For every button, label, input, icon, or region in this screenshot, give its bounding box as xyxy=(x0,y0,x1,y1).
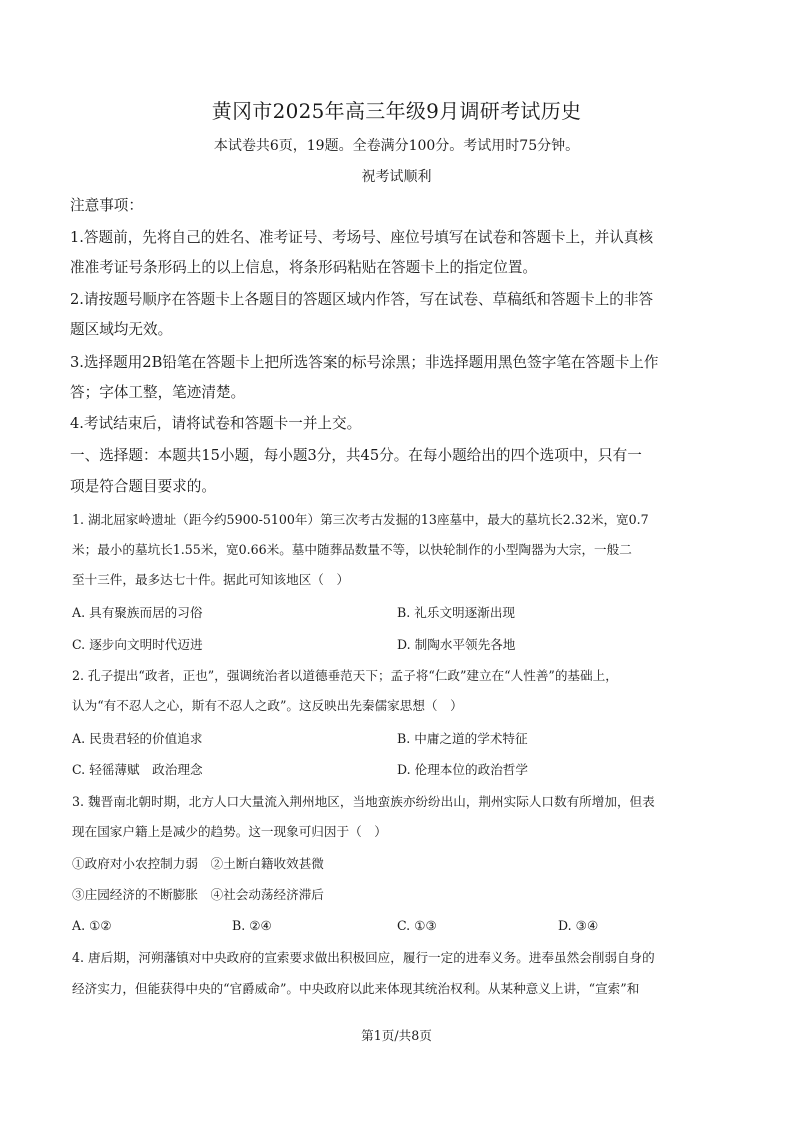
exam-info: 本试卷共6页，19题。全卷满分100分。考试用时75分钟。 xyxy=(213,138,580,154)
question-text: 3. 魏晋南北朝时期，北方人口大量流入荆州地区，当地蛮族亦纷纷出山，荆州实际人口数有所增加，但表 xyxy=(72,794,655,809)
option-a: A. 具有聚族而居的习俗 xyxy=(72,605,203,620)
option-b: B. 礼乐文明逐渐出现 xyxy=(397,605,516,620)
option-b: B. ②④ xyxy=(232,918,272,933)
question-text: 至十三件，最多达七十件。据此可知该地区（ ） xyxy=(72,572,350,587)
option-a: A. 民贵君轻的价值追求 xyxy=(72,731,203,746)
option-d: D. 伦理本位的政治哲学 xyxy=(397,762,528,777)
section-heading-cont: 项是符合题目要求的。 xyxy=(70,478,216,495)
note-line: 题区域均无效。 xyxy=(70,321,173,338)
option-c: C. 轻徭薄赋 政治理念 xyxy=(72,762,203,777)
question-text: 现在国家户籍上是减少的趋势。这一现象可归因于（ ） xyxy=(72,824,387,839)
note-line: 准准考证号条形码上的以上信息，将条形码粘贴在答题卡上的指定位置。 xyxy=(70,259,538,276)
question-text: 2. 孔子提出“政者，正也”，强调统治者以道德垂范天下；孟子将“仁政”建立在“人性善”的基础上， xyxy=(72,668,618,683)
note-line: 2.请按题号顺序在答题卡上各题目的答题区域内作答，写在试卷、草稿纸和答题卡上的非答 xyxy=(70,291,654,308)
note-line: 4.考试结束后，请将试卷和答题卡一并上交。 xyxy=(70,415,362,432)
option-c: C. ①③ xyxy=(397,918,437,933)
page-number: 第1页/共8页 xyxy=(361,1028,432,1043)
page-title: 黄冈市2025年高三年级9月调研考试历史 xyxy=(211,99,582,123)
notes-heading: 注意事项： xyxy=(70,197,143,214)
option-c: C. 逐步向文明时代迈进 xyxy=(72,637,203,652)
question-text: 1. 湖北屈家岭遗址（距今约5900-5100年）第三次考古发掘的13座墓中，最大的墓坑长2.32米，宽0.7 xyxy=(72,512,649,527)
note-line: 1.答题前，先将自己的姓名、准考证号、考场号、座位号填写在试卷和答题卡上，并认真核 xyxy=(70,229,654,246)
note-line: 答；字体工整，笔迹清楚。 xyxy=(70,384,246,401)
option-d: D. ③④ xyxy=(558,918,599,933)
statement-line: ①政府对小农控制力弱 ②土断白籍收效甚微 xyxy=(72,856,324,871)
option-a: A. ①② xyxy=(72,918,112,933)
question-text: 认为“有不忍人之心，斯有不忍人之政”。这反映出先秦儒家思想（ ） xyxy=(72,698,463,713)
statement-line: ③庄园经济的不断膨胀 ④社会动荡经济滞后 xyxy=(72,887,324,902)
question-text: 经济实力，但能获得中央的“官爵威命”。中央政府以此来体现其统治权利。从某种意义上讲，“宣索”和 xyxy=(72,981,640,996)
option-d: D. 制陶水平领先各地 xyxy=(397,637,516,652)
good-luck-text: 祝考试顺利 xyxy=(361,169,432,185)
option-b: B. 中庸之道的学术特征 xyxy=(397,731,528,746)
question-text: 米；最小的墓坑长1.55米，宽0.66米。墓中随葬品数量不等，以快轮制作的小型陶器为大宗，一般二 xyxy=(72,542,632,557)
note-line: 3.选择题用2B铅笔在答题卡上把所选答案的标号涂黑；非选择题用黑色签字笔在答题卡上作 xyxy=(70,354,659,371)
section-heading: 一、选择题：本题共15小题，每小题3分，共45分。在每小题给出的四个选项中，只有一 xyxy=(70,447,642,464)
question-text: 4. 唐后期，河朔藩镇对中央政府的宣索要求做出积极回应，履行一定的进奉义务。进奉虽然会削弱自身的 xyxy=(72,950,655,965)
